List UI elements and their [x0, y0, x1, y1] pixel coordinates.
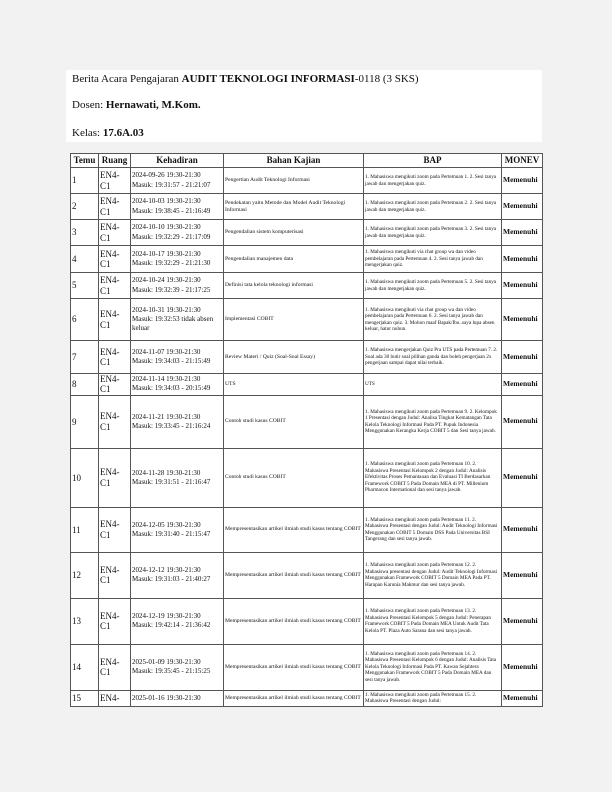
monev-status: Memenuhi — [502, 598, 543, 644]
attendance-cell: 2025-01-09 19:30-21:30 Masuk: 19:35:45 - 21:15:25 — [131, 644, 224, 690]
monev-status: Memenuhi — [502, 194, 543, 220]
col-header-attendance: Kehadiran — [131, 154, 224, 168]
col-header-meeting: Temu — [71, 154, 99, 168]
class-line — [72, 127, 144, 139]
bap-cell: 1. Mahasiswa mengikuti zoom pada Pertemuan 2. 2. Sesi tanya jawab dan mengerjakan quiz. — [364, 194, 502, 220]
meeting-number: 13 — [71, 598, 99, 644]
bap-cell: 1. Mahasiswa mengikuti via chat group wa dan video pembelajaran pada Pertemuan 4. 2. Sesi tanya jawab dan mengerjakan quiz. — [364, 246, 502, 273]
meeting-number: 2 — [71, 194, 99, 220]
room-cell: EN4-C1 — [99, 374, 131, 396]
monev-status: Memenuhi — [502, 299, 543, 341]
table-row — [71, 246, 543, 273]
course-suffix: -0118 (3 SKS) — [354, 73, 419, 85]
lecturer-label: Dosen: — [72, 99, 104, 111]
attendance-cell: 2024-09-26 19:30-21:30 Masuk: 19:31:57 - 21:21:07 — [131, 168, 224, 194]
meeting-number: 10 — [71, 448, 99, 507]
attendance-cell: 2024-11-07 19:30-21:30 Masuk: 19:34:03 - 21:15:49 — [131, 341, 224, 374]
room-cell: EN4-C1 — [99, 194, 131, 220]
title-line — [72, 73, 419, 85]
monev-status: Memenuhi — [502, 690, 543, 706]
title-prefix: Berita Acara Pengajaran — [72, 73, 179, 85]
meeting-number: 1 — [71, 168, 99, 194]
bap-cell: 1. Mahasiswa mengikuti zoom pada Pertemuan 10. 2. Mahasiswa Presentasi Kelompok 2 dengan Judul: Analisis Efektivitas Proses Pemantauan dan Evaluasi TI Berdasarkan Framework COBIT 5 Pada Domain MEA di PT. Millenium Pharmacon International dan sesi tanya jawab. — [364, 448, 502, 507]
monev-status: Memenuhi — [502, 395, 543, 448]
col-header-bap: BAP — [364, 154, 502, 168]
course-name: AUDIT TEKNOLOGI INFORMASI — [181, 73, 355, 85]
teaching-record-table — [70, 153, 543, 707]
meeting-number: 8 — [71, 374, 99, 396]
room-cell: EN4- — [99, 690, 131, 706]
table-row — [71, 168, 543, 194]
meeting-number: 11 — [71, 507, 99, 552]
attendance-cell: 2024-10-24 19:30-21:30 Masuk: 19:32:39 - 21:17:25 — [131, 273, 224, 299]
table-row — [71, 552, 543, 598]
attendance-cell: 2025-01-16 19:30-21:30 — [131, 690, 224, 706]
monev-status: Memenuhi — [502, 644, 543, 690]
material-cell: UTS — [224, 374, 364, 396]
material-cell: Definisi tata kelola teknologi informasi — [224, 273, 364, 299]
table-row — [71, 598, 543, 644]
col-header-monev: MONEV — [502, 154, 543, 168]
material-cell: Pengertian Audit Teknologi Informasi — [224, 168, 364, 194]
material-cell: Pengendalian manajemen data — [224, 246, 364, 273]
attendance-cell: 2024-10-31 19:30-21:30 Masuk: 19:32:53 tidak absen keluar — [131, 299, 224, 341]
room-cell: EN4-C1 — [99, 552, 131, 598]
table-row — [71, 507, 543, 552]
material-cell: Mempresentasikan artikel ilmiah studi kasus tentang COBIT — [224, 690, 364, 706]
room-cell: EN4-C1 — [99, 448, 131, 507]
monev-status: Memenuhi — [502, 374, 543, 396]
table-row — [71, 690, 543, 706]
monev-status: Memenuhi — [502, 220, 543, 246]
lecturer-line — [72, 99, 201, 111]
monev-status: Memenuhi — [502, 507, 543, 552]
meeting-number: 15 — [71, 690, 99, 706]
bap-cell: 1. Mahasiswa mengikuti zoom pada Pertemuan 1. 2. Sesi tanya jawab dan mengerjakan quiz. — [364, 168, 502, 194]
bap-cell: 1. Mahasiswa mengikuti zoom pada Pertemuan 11. 2. Mahasiswa Presentasi dengan Judul: Audit Teknologi Informasi Menggunakan COBIT 5 Domain DSS Pada Universitas BSI Tangerang dan sesi tanya jawab. — [364, 507, 502, 552]
table-row — [71, 644, 543, 690]
col-header-material: Bahan Kajian — [224, 154, 364, 168]
lecturer-name: Hernawati, M.Kom. — [105, 99, 201, 111]
material-cell: Pengendalian sistem komputerisasi — [224, 220, 364, 246]
table-row — [71, 194, 543, 220]
bap-cell: 1. Mahasiswa mengikuti zoom pada Pertemuan 3. 2. Sesi tanya jawab dan mengerjakan quiz. — [364, 220, 502, 246]
class-label: Kelas: — [72, 127, 101, 139]
material-cell: Mempresentasikan artikel ilmiah studi kasus tentang COBIT — [224, 644, 364, 690]
meeting-number: 12 — [71, 552, 99, 598]
attendance-cell: 2024-10-10 19:30-21:30 Masuk: 19:32:29 - 21:17:09 — [131, 220, 224, 246]
bap-cell: 1. Mahasiswa mengikuti zoom pada Pertemuan 14. 2. Mahasiswa Presentasi Kelompok 6 dengan Judul: Analisis Tata Kelola Teknologi Informasi Pada PT. Kawan Sejahtera Menggunakan Framework COBIT 5 Pada Domain MEA dan sesi tanya jawab. — [364, 644, 502, 690]
material-cell: Review Materi / Quiz (Soal-Soal Essay) — [224, 341, 364, 374]
meeting-number: 6 — [71, 299, 99, 341]
meeting-number: 14 — [71, 644, 99, 690]
report-header — [66, 70, 542, 142]
meeting-number: 9 — [71, 395, 99, 448]
room-cell: EN4-C1 — [99, 273, 131, 299]
table-header-row — [71, 154, 543, 168]
table-row — [71, 299, 543, 341]
material-cell: Pendekatan yaitu Metode dan Model Audit Teknologi Informasi — [224, 194, 364, 220]
room-cell: EN4-C1 — [99, 395, 131, 448]
material-cell: Mempresentasikan artikel ilmiah studi kasus tentang COBIT — [224, 552, 364, 598]
table-row — [71, 374, 543, 396]
attendance-cell: 2024-11-21 19:30-21:30 Masuk: 19:33:45 - 21:16:24 — [131, 395, 224, 448]
bap-cell: 1. Mahasiswa mengikuti zoom pada Pertemuan 9. 2. Kelompok 1 Presentasi dengan Judul: Analisa Tingkat Kematangan Tata Kelola Teknologi Informasi Pada PT. Pupuk Indonesia Menggunakan Kerangka Kerja COBIT 5 dan Sesi tanya jawab. — [364, 395, 502, 448]
monev-status: Memenuhi — [502, 168, 543, 194]
table-row — [71, 448, 543, 507]
room-cell: EN4-C1 — [99, 246, 131, 273]
material-cell: Mempresentasikan artikel ilmiah studi kasus tentang COBIT — [224, 598, 364, 644]
bap-cell: 1. Mahasiswa mengikuti zoom pada Pertemuan 13. 2. Mahasiswa Presentasi Kelompok 5 dengan Judul: Penerapan Framework COBIT 5 Pada Domain MEA Untuk Audit Tata Kelola PT. Plaza Auto Sarana dan sesi tanya jawab. — [364, 598, 502, 644]
bap-cell: 1. Mahasiswa mengikuti zoom pada Pertemuan 15. 2. Mahasiswa Presentasi dengan Judul: — [364, 690, 502, 706]
material-cell: Contoh studi kasus COBIT — [224, 448, 364, 507]
attendance-cell: 2024-11-14 19:30-21:30 Masuk: 19:34:03 - 20:15:49 — [131, 374, 224, 396]
meeting-number: 7 — [71, 341, 99, 374]
room-cell: EN4-C1 — [99, 598, 131, 644]
attendance-cell: 2024-10-03 19:30-21:30 Masuk: 19:38:45 - 21:16:49 — [131, 194, 224, 220]
meeting-number: 5 — [71, 273, 99, 299]
material-cell: Implementasi COBIT — [224, 299, 364, 341]
room-cell: EN4-C1 — [99, 220, 131, 246]
table-row — [71, 395, 543, 448]
table-row — [71, 341, 543, 374]
monev-status: Memenuhi — [502, 448, 543, 507]
attendance-cell: 2024-12-12 19:30-21:30 Masuk: 19:31:03 - 21:40:27 — [131, 552, 224, 598]
col-header-room: Ruang — [99, 154, 131, 168]
room-cell: EN4-C1 — [99, 341, 131, 374]
table-row — [71, 273, 543, 299]
attendance-cell: 2024-10-17 19:30-21:30 Masuk: 19:32:29 - 21:21:30 — [131, 246, 224, 273]
material-cell: Mempresentasikan artikel ilmiah studi kasus tentang COBIT — [224, 507, 364, 552]
monev-status: Memenuhi — [502, 341, 543, 374]
meeting-number: 3 — [71, 220, 99, 246]
material-cell: Contoh studi kasus COBIT — [224, 395, 364, 448]
attendance-cell: 2024-12-19 19:30-21:30 Masuk: 19:42:14 - 21:36:42 — [131, 598, 224, 644]
class-code: 17.6A.03 — [102, 127, 144, 139]
meeting-number: 4 — [71, 246, 99, 273]
bap-cell: 1. Mahasiswa mengikuti zoom pada Pertemuan 5. 2. Sesi tanya jawab dan mengerjakan quiz. — [364, 273, 502, 299]
monev-status: Memenuhi — [502, 246, 543, 273]
room-cell: EN4-C1 — [99, 644, 131, 690]
table-row — [71, 220, 543, 246]
room-cell: EN4-C1 — [99, 299, 131, 341]
monev-status: Memenuhi — [502, 273, 543, 299]
attendance-cell: 2024-12-05 19:30-21:30 Masuk: 19:31:40 - 21:15:47 — [131, 507, 224, 552]
bap-cell: 1. Mahasiswa mengikuti via chat group wa dan video pembelajaran pada Pertemuan 6. 2. Sesi tanya jawab dan mengerjakan quiz. 3. Mohon maaf Bapak/Ibu..saya lupa absen keluar, hatur nuhun. — [364, 299, 502, 341]
attendance-cell: 2024-11-28 19:30-21:30 Masuk: 19:31:51 - 21:16:47 — [131, 448, 224, 507]
room-cell: EN4-C1 — [99, 507, 131, 552]
bap-cell: UTS — [364, 374, 502, 396]
room-cell: EN4-C1 — [99, 168, 131, 194]
monev-status: Memenuhi — [502, 552, 543, 598]
bap-cell: 1. Mahasiswa mengerjakan Quiz Pra UTS pada Pertemuan 7. 2. Soal ada 30 butir soal pilihan ganda dan boleh pengerjaan 2x pengerjaan sampai dapat nilai terbaik. — [364, 341, 502, 374]
bap-cell: 1. Mahasiswa mengikuti zoom pada Pertemuan 12. 2. Mahasiswa presentasi dengan Judul: Audit Teknologi Informasi Menggunakan Framework COBIT 5 Domain MEA Pada PT. Harapan Karunia Makmur dan sesi tanya jawab. — [364, 552, 502, 598]
